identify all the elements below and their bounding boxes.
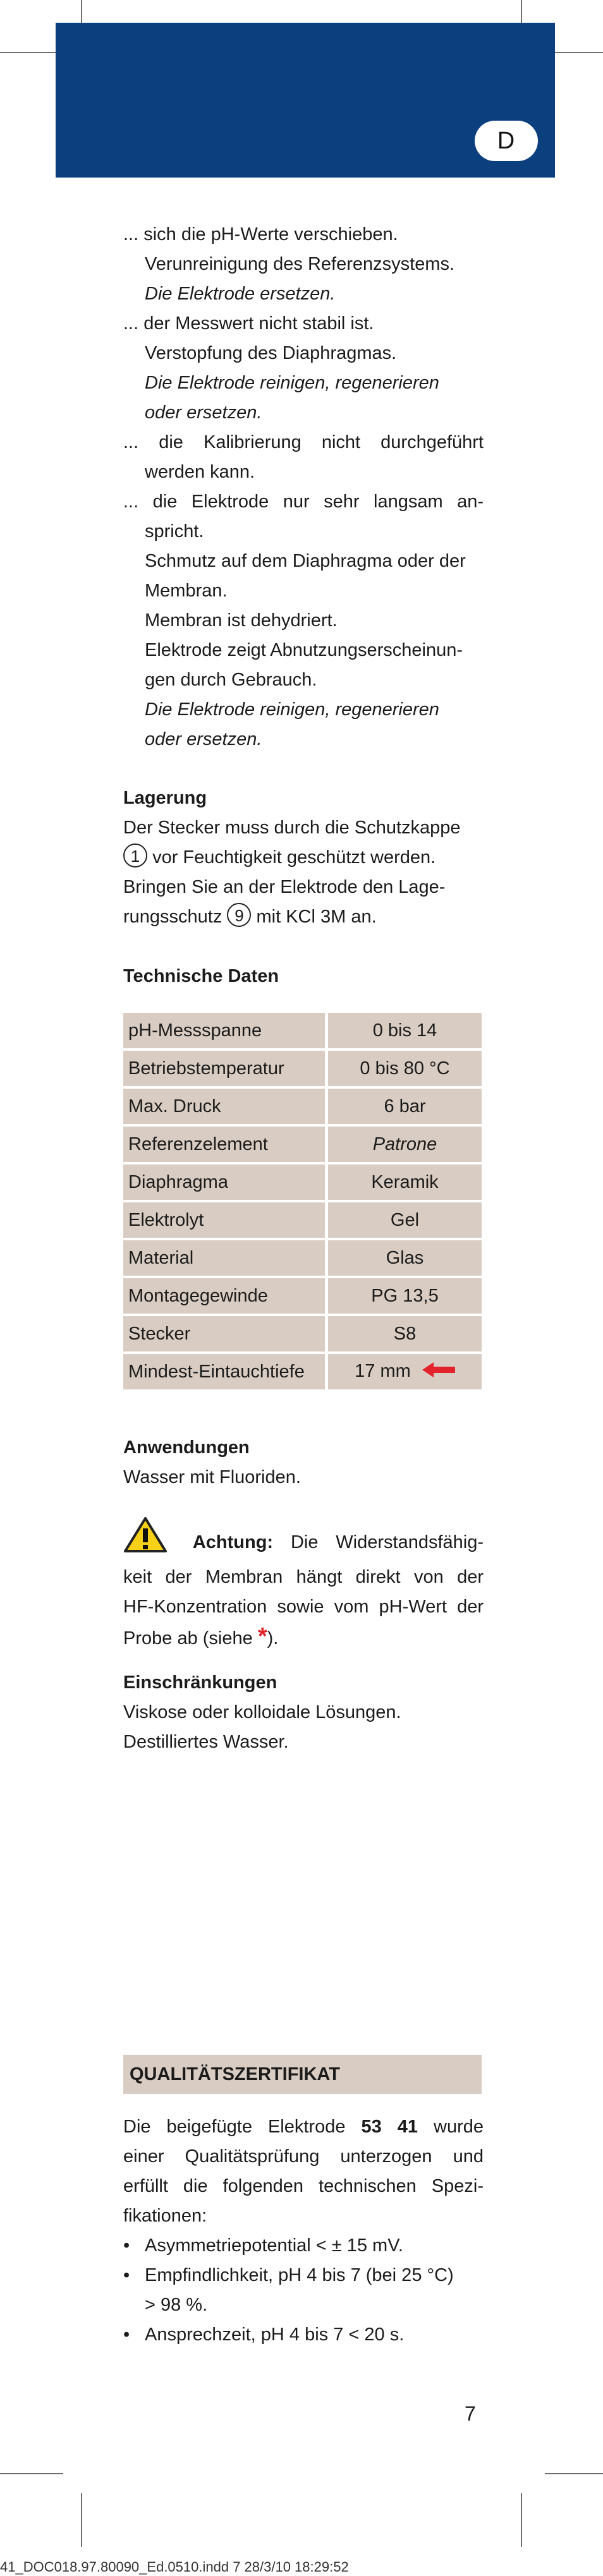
print-footer: 41_DOC018.97.80090_Ed.0510.indd 7 28/3/10 18:29:52	[0, 2559, 349, 2575]
spec-value: Patrone	[325, 1127, 482, 1164]
table-row	[123, 1051, 482, 1089]
crop-mark	[521, 2493, 522, 2547]
text-line: einer Qualitätsprüfung unterzogen und	[123, 2146, 484, 2167]
text-fragment: mit KCl 3M an.	[256, 907, 377, 927]
spec-label: pH-Messspanne	[123, 1013, 325, 1051]
text-fragment: Die beigefügte Elektrode	[123, 2117, 346, 2137]
header-band	[56, 23, 555, 178]
table-row	[123, 1013, 482, 1051]
warning-label: Achtung:	[192, 1532, 274, 1552]
spec-label: Elektrolyt	[123, 1202, 325, 1240]
spec-label: Mindest-Eintauchtiefe	[123, 1354, 325, 1392]
crop-mark	[545, 2473, 603, 2474]
spec-value-cell	[325, 1354, 482, 1392]
text-line	[123, 902, 484, 932]
text-line	[123, 843, 484, 873]
text-line: Membran ist dehydriert.	[145, 610, 338, 631]
text-line: > 98 %.	[145, 2295, 208, 2315]
table-row	[123, 1089, 482, 1127]
text-line: Verstopfung des Diaphragmas.	[145, 343, 397, 363]
spec-value: Keramik	[325, 1164, 482, 1202]
certificate-section	[123, 2112, 484, 2350]
restrictions-section	[123, 1668, 484, 1757]
page-number: 7	[465, 2402, 476, 2425]
table-row	[123, 1240, 482, 1278]
text-line	[123, 1516, 484, 1563]
spec-value: PG 13,5	[325, 1278, 482, 1316]
applications-heading: Anwendungen	[123, 1437, 250, 1458]
spec-value: 0 bis 80 °C	[325, 1051, 482, 1089]
spec-label: Stecker	[123, 1316, 325, 1354]
certificate-heading: QUALITÄTSZERTIFIKAT	[130, 2064, 340, 2084]
crop-mark	[81, 2493, 82, 2547]
crop-mark	[0, 52, 63, 53]
storage-section	[123, 783, 484, 932]
text-line: Wasser mit Fluoriden.	[123, 1467, 301, 1487]
warning-icon	[123, 1516, 168, 1563]
text-fragment: vor Feuchtigkeit geschützt werden.	[152, 847, 436, 868]
spec-label: Diaphragma	[123, 1164, 325, 1202]
spec-value: Glas	[325, 1240, 482, 1278]
spec-label: Montagegewinde	[123, 1278, 325, 1316]
restrictions-heading: Einschränkungen	[123, 1672, 277, 1693]
text-line	[123, 1622, 484, 1654]
table-row	[123, 1278, 482, 1316]
electrode-code: 53 41	[361, 2117, 418, 2137]
text-line: ... die Kalibrierung nicht durchgeführt	[123, 432, 484, 452]
list-item: • Empfindlichkeit, pH 4 bis 7 (bei 25 °C)	[123, 2261, 484, 2290]
spec-value: 6 bar	[325, 1089, 482, 1127]
text-line: oder ersetzen.	[145, 729, 262, 749]
crop-mark	[0, 2473, 63, 2474]
text-line: werden kann.	[145, 462, 255, 482]
text-line: Viskose oder kolloidale Lösungen.	[123, 1702, 401, 1722]
text-line: oder ersetzen.	[145, 402, 262, 423]
table-row	[123, 1354, 482, 1392]
text-line: spricht.	[145, 521, 204, 541]
callout-number: 1	[123, 844, 147, 868]
applications-section	[123, 1433, 484, 1492]
table-row	[123, 1164, 482, 1202]
troubleshooting-section	[123, 220, 484, 754]
spec-value: Gel	[325, 1202, 482, 1240]
text-line: Der Stecker muss durch die Schutzkappe	[123, 818, 461, 838]
spec-value: 17 mm	[355, 1361, 411, 1382]
table-row	[123, 1202, 482, 1240]
text-line: erfüllt die folgenden technischen Spezi-	[123, 2176, 484, 2196]
text-line: HF-Konzentration sowie vom pH-Wert der	[123, 1597, 484, 1617]
text-line: gen durch Gebrauch.	[145, 670, 317, 690]
spec-value: S8	[325, 1316, 482, 1354]
text-line: keit der Membran hängt direkt von der	[123, 1567, 484, 1587]
text-line: Verunreinigung des Referenzsystems.	[145, 254, 455, 274]
text-line	[123, 2112, 484, 2142]
language-badge: D	[475, 121, 538, 161]
tech-heading: Technische Daten	[123, 966, 279, 986]
spec-label: Referenzelement	[123, 1127, 325, 1164]
text-line: fikationen:	[123, 2206, 207, 2226]
text-line: Die Elektrode ersetzen.	[145, 284, 336, 304]
text-line: ... sich die pH-Werte verschieben.	[123, 224, 398, 245]
spec-label: Material	[123, 1240, 325, 1278]
text-fragment: rungsschutz	[123, 907, 222, 927]
table-row	[123, 1127, 482, 1164]
text-line: Die Elektrode reinigen, regenerieren	[145, 373, 439, 393]
list-item: • Ansprechzeit, pH 4 bis 7 < 20 s.	[123, 2320, 484, 2350]
warning-section	[123, 1516, 484, 1654]
list-item: • Asymmetriepotential < ± 15 mV.	[123, 2231, 484, 2261]
table-row	[123, 1316, 482, 1354]
spec-label: Max. Druck	[123, 1089, 325, 1127]
text-line: ... die Elektrode nur sehr langsam an-	[123, 492, 484, 512]
text-fragment: Probe ab (siehe	[123, 1628, 253, 1648]
text-line: Die Elektrode reinigen, regenerieren	[145, 699, 439, 720]
spec-value: 0 bis 14	[325, 1013, 482, 1051]
certificate-heading-bar	[123, 2055, 482, 2094]
red-asterisk-icon: *	[257, 1623, 267, 1650]
callout-number: 9	[227, 903, 251, 927]
text-line: ... der Messwert nicht stabil ist.	[123, 313, 374, 334]
red-arrow-icon	[422, 1362, 455, 1382]
text-fragment: wurde	[434, 2117, 484, 2137]
text-fragment: ).	[267, 1628, 279, 1648]
tech-section	[123, 962, 484, 991]
text-line: Schmutz auf dem Diaphragma oder der	[145, 551, 466, 571]
text-line: Bringen Sie an der Elektrode den Lage-	[123, 877, 446, 897]
tech-data-table	[123, 1013, 482, 1392]
storage-heading: Lagerung	[123, 788, 207, 808]
text-line: Elektrode zeigt Abnutzungserscheinun-	[145, 640, 463, 660]
text-line: Destilliertes Wasser.	[123, 1732, 289, 1752]
text-fragment: Die Widerstandsfähig-	[290, 1532, 484, 1552]
text-line: Membran.	[145, 581, 228, 601]
spec-label: Betriebstemperatur	[123, 1051, 325, 1089]
